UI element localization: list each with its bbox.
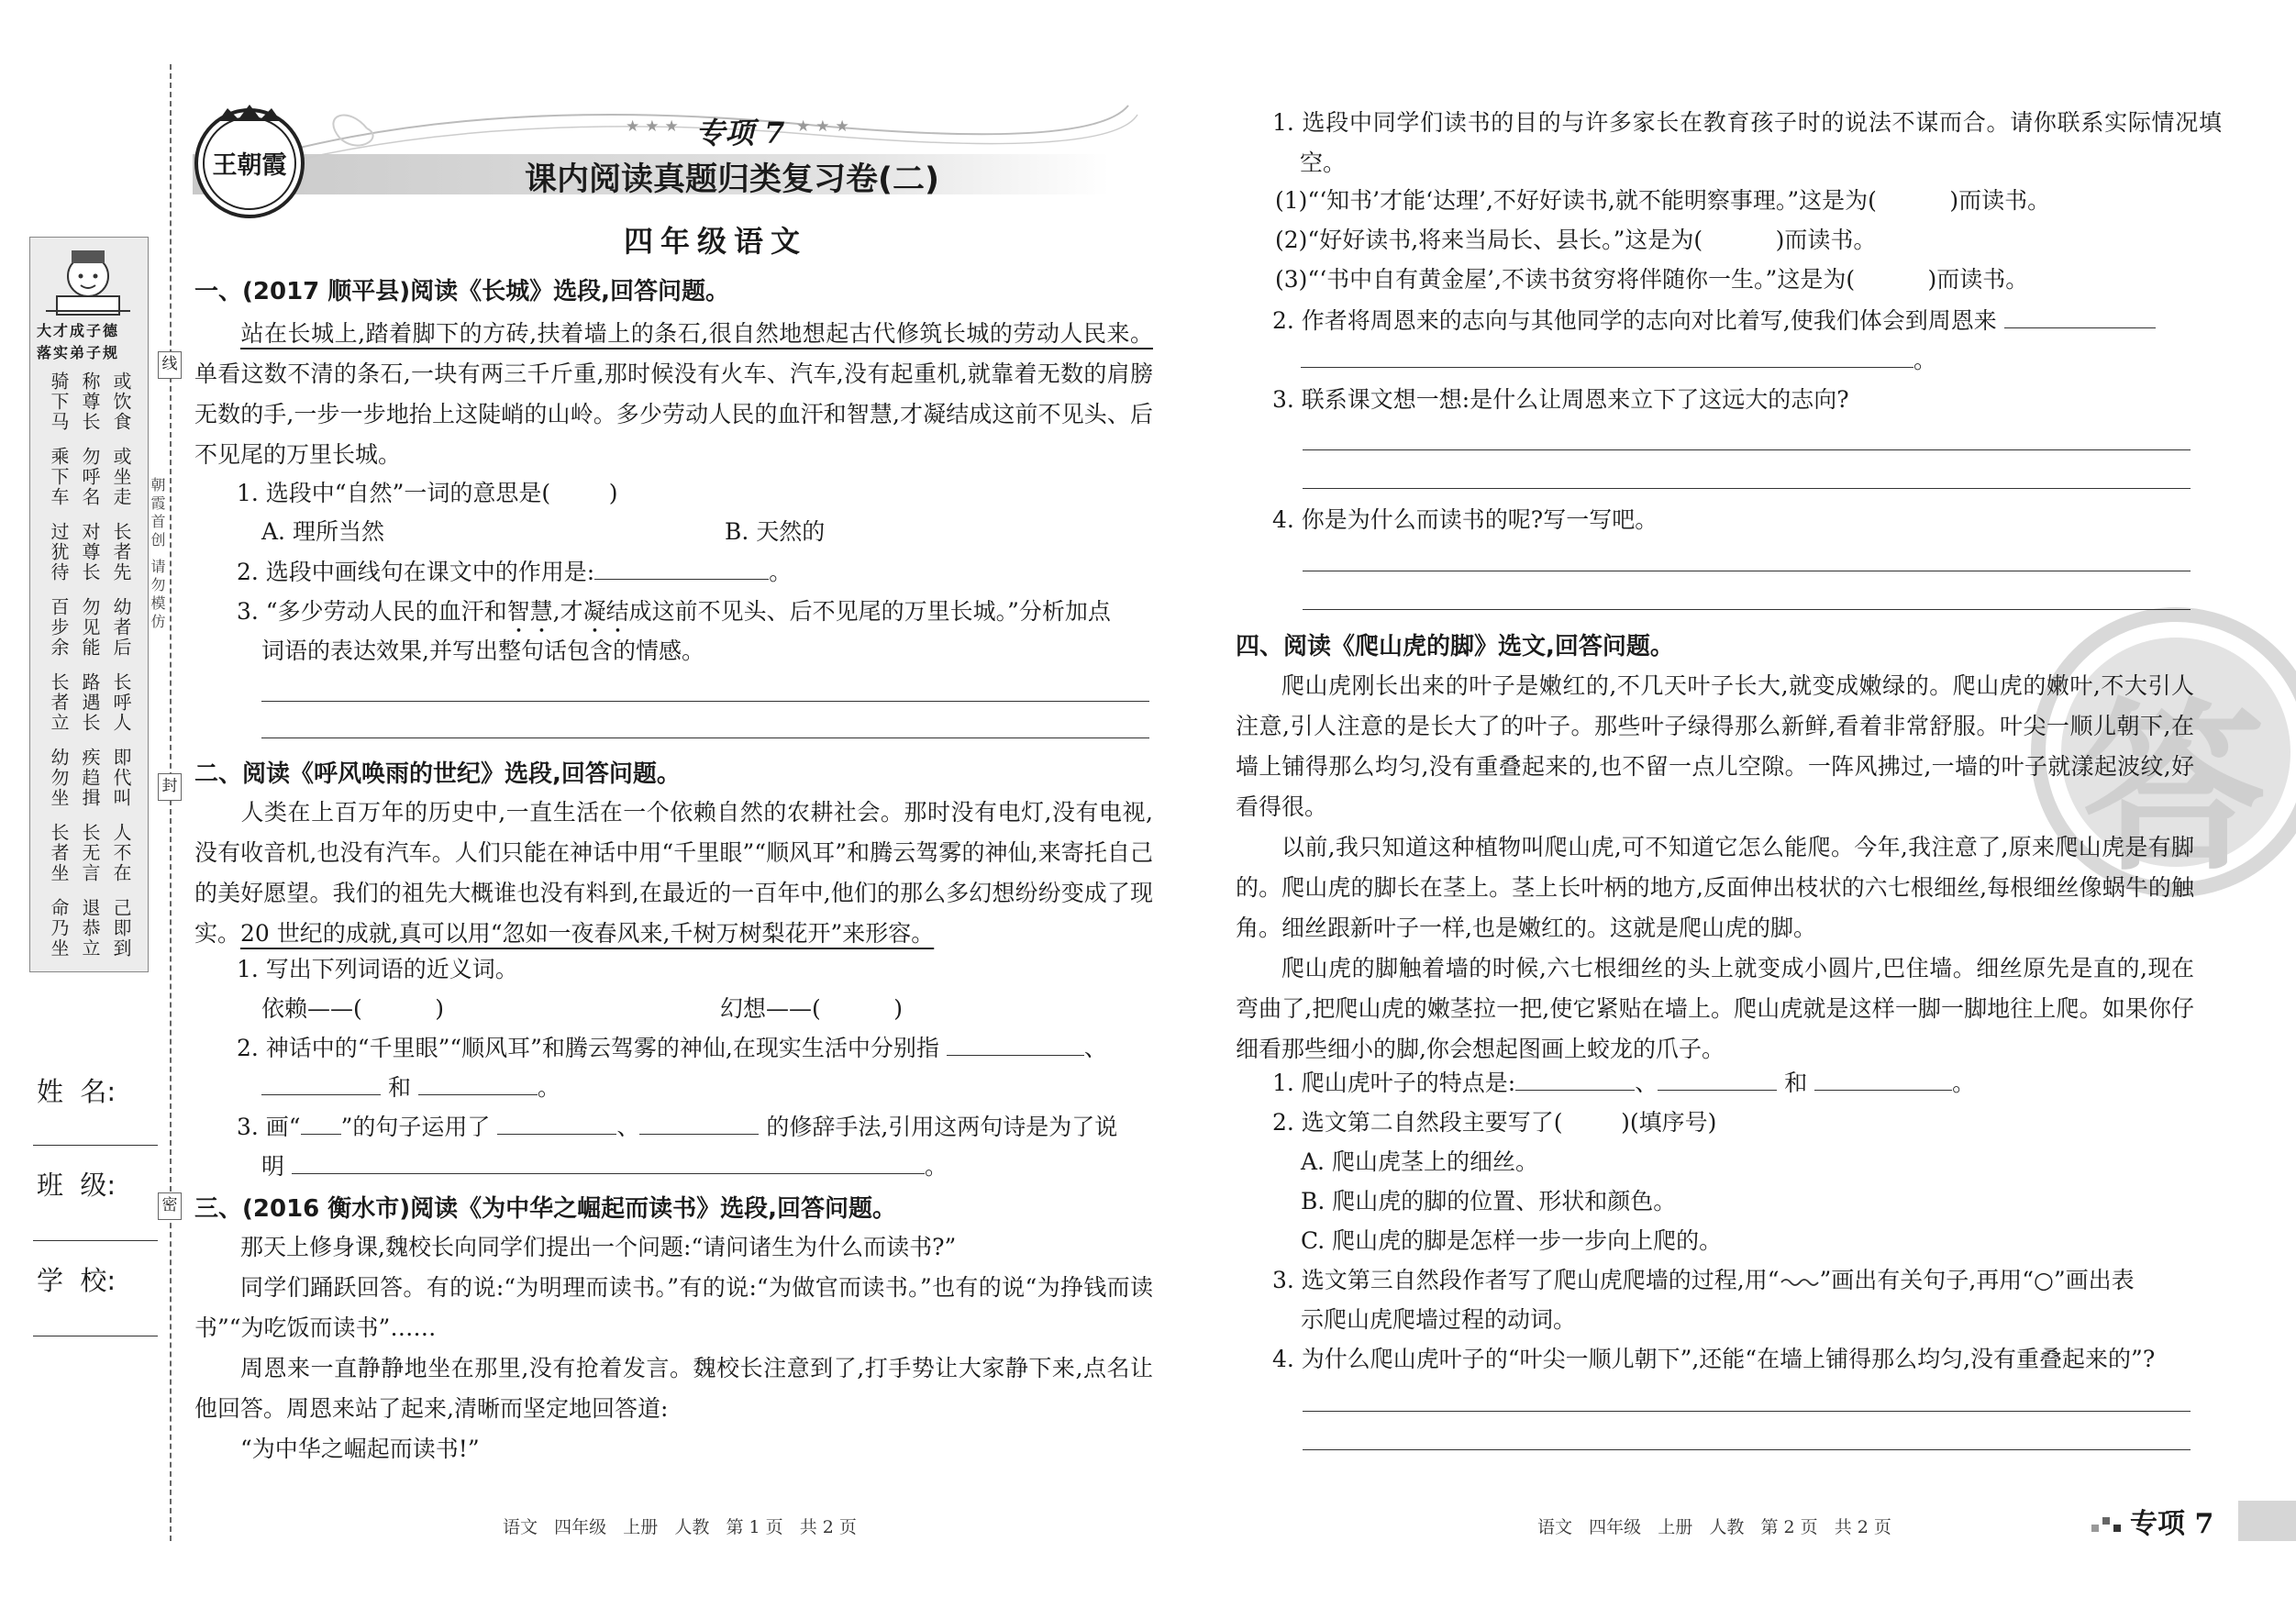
answer-line[interactable]: [1303, 1449, 2191, 1450]
series-stars-right: ★★★: [796, 117, 855, 136]
answer-blank[interactable]: [1515, 1066, 1635, 1091]
wavy-line-sample: [1780, 1261, 1820, 1280]
answer-blank[interactable]: [261, 1070, 381, 1095]
series-label: 专项 7: [695, 116, 785, 150]
motto-line-2: 落实弟子规: [37, 344, 120, 361]
q3-text-a: 3. 选文第三自然段作者写了爬山虎爬墙的过程,用“: [1272, 1267, 1780, 1293]
cut-mark-1: 线: [158, 351, 182, 379]
section-3-passage: [194, 1227, 1153, 1469]
answer-blank[interactable]: [292, 1149, 925, 1174]
question-2-2-cont: 和 。: [261, 1069, 560, 1107]
section-1-heading: 一、(2017 顺平县)阅读《长城》选段,回答问题。: [194, 278, 730, 305]
underlined-sentence-end: 来。: [1106, 320, 1153, 347]
section-4-heading: 四、阅读《爬山虎的脚》选文,回答问题。: [1236, 633, 1674, 660]
rule-item: 幼勿坐: [48, 748, 70, 808]
option-a: A. 爬山虎茎上的细丝。: [1301, 1148, 1538, 1175]
rule-item: 疾趋揖: [79, 748, 101, 808]
rule-item: 或饮食: [110, 372, 132, 432]
class-label: 班 级:: [37, 1170, 116, 1201]
answer-blank[interactable]: [1301, 343, 1913, 368]
name-field[interactable]: [33, 1145, 158, 1146]
answer-blank[interactable]: [2004, 304, 2156, 328]
question-2-1: 1. 写出下列词语的近义词。: [237, 956, 518, 982]
answer-blank[interactable]: [947, 1031, 1084, 1056]
answer-line[interactable]: [261, 701, 1149, 702]
rule-item: 命乃坐: [48, 898, 70, 959]
corner-badge: 专项 7: [2130, 1508, 2214, 1540]
option-c: C. 爬山虎的脚是怎样一步一步向上爬的。: [1301, 1227, 1723, 1254]
watermark-text: 答: [2082, 682, 2267, 896]
option-b: B. 爬山虎的脚的位置、形状和颜色。: [1301, 1188, 1677, 1214]
rule-item: 长呼人: [110, 672, 132, 733]
cut-mark-2: 封: [158, 773, 182, 801]
q3-text-c: 的修辞手法,引用这两句诗是为了说: [766, 1114, 1118, 1140]
question-3-1-2: (2)“好好读书,将来当局长、县长。”这是为( )而读书。: [1275, 227, 1877, 253]
page-title: 课内阅读真题归类复习卷(二): [525, 161, 939, 198]
question-3-2-cont: 。: [1301, 341, 1936, 380]
question-1-2-text: 2. 选段中画线句在课文中的作用是:: [237, 559, 595, 585]
q3-text-a: 3. “多少劳动人民的血汗和: [237, 598, 507, 625]
paragraph: 以前,我只知道这种植物叫爬山虎,可不知道它怎么能爬。今年,我注意了,原来爬山虎是有脚的。爬山虎的脚长在茎上。茎上长叶柄的地方,反面伸出枝状的六七根细丝,每根细丝像蜗牛的触角。细丝跟新叶子一样,也是嫩红的。这就是爬山虎的脚。: [1236, 834, 2194, 941]
rule-item: 过犹待: [48, 522, 70, 582]
answer-blank[interactable]: [1814, 1066, 1952, 1091]
question-3-3: 3. 联系课文想一想:是什么让周恩来立下了这远大的志向?: [1272, 386, 1849, 413]
rule-item: 勿呼名: [79, 447, 101, 507]
rule-item: 长者立: [48, 672, 70, 733]
footer-right: 语文 四年级 上册 人教 第 2 页 共 2 页: [1537, 1517, 1891, 1537]
rule-item: 对尊长: [79, 522, 101, 582]
question-3-1-3: (3)“‘书中自有黄金屋’,不读书贫穷将伴随你一生。”这是为( )而读书。: [1275, 266, 2029, 293]
rules-grid: [48, 372, 139, 959]
question-3-2-text: 2. 作者将周恩来的志向与其他同学的志向对比着写,使我们体会到周恩来: [1272, 307, 1997, 334]
answer-blank[interactable]: [594, 555, 769, 580]
question-2-3-cont: 明 。: [261, 1148, 948, 1186]
question-2-2: 2. 神话中的“千里眼”“顺风耳”和腾云驾雾的神仙,在现实生活中分别指 、: [237, 1029, 1107, 1068]
section-1-passage: [194, 314, 1153, 475]
question-2-3: 3. 画“ ”的句子运用了 、 的修辞手法,引用这两句诗是为了说: [237, 1108, 1117, 1147]
q3-text-c: 成这前不见头、后不见尾的万里长城。”分析加点: [628, 598, 1111, 625]
synonym-2: 幻想——( ): [720, 995, 903, 1022]
section-3-heading: 三、(2016 衡水市)阅读《为中华之崛起而读书》选段,回答问题。: [194, 1195, 897, 1223]
paragraph: 爬山虎刚长出来的叶子是嫩红的,不几天叶子长大,就变成嫩绿的。爬山虎的嫩叶,不大引人注意,引人注意的是长大了的叶子。那些叶子绿得那么新鲜,看着非常舒服。叶尖一顺儿朝下,在墙上铺得那么均匀,没有重叠起来的,也不留一点儿空隙。一阵风拂过,一墙的叶子就漾起波纹,好看得很。: [1236, 672, 2194, 820]
rule-item: 百步余: [48, 597, 70, 658]
q3-text-b: ”画出有关句子,再用“○”画出表: [1819, 1267, 2135, 1293]
answer-blank[interactable]: [1658, 1066, 1777, 1091]
margin-note: 朝霞首创 请勿模仿: [149, 477, 166, 633]
rule-item: 己即到: [110, 898, 132, 959]
rule-item: 退恭立: [79, 898, 101, 959]
question-4-4: 4. 为什么爬山虎叶子的“叶尖一顺儿朝下”,还能“在墙上铺得那么均匀,没有重叠起来的”?: [1272, 1346, 2156, 1372]
answer-blank[interactable]: [639, 1110, 759, 1135]
answer-blank[interactable]: [418, 1070, 538, 1095]
answer-line[interactable]: [1303, 488, 2191, 489]
footer-left: 语文 四年级 上册 人教 第 1 页 共 2 页: [503, 1517, 857, 1537]
school-label: 学 校:: [37, 1265, 116, 1296]
question-4-3: [1272, 1261, 2135, 1300]
question-4-2: 2. 选文第二自然段主要写了( )(填序号): [1272, 1109, 1717, 1136]
dotted-word-1: 智慧: [506, 598, 553, 625]
rule-item: 幼者后: [110, 597, 132, 658]
section-2-passage: [194, 793, 1153, 954]
section-4-passage: [1236, 666, 2194, 1070]
rule-item: 勿见能: [79, 597, 101, 658]
page-subtitle: 四年级语文: [624, 224, 808, 259]
passage-text: 单看这数不清的条石,一块有两三千斤重,那时候没有火车、汽车,没有起重机,就靠着无数的肩膀无数的手,一步一步地抬上这陡峭的山岭。多少劳动人民的血汗和智慧,才凝结成这前不见头、后不见尾的万里长城。: [194, 360, 1153, 468]
paragraph: 那天上修身课,魏校长向同学们提出一个问题:“请问诸生为什么而读书?”: [240, 1234, 957, 1260]
answer-line[interactable]: [1303, 449, 2191, 450]
question-3-4: 4. 你是为什么而读书的呢?写一写吧。: [1272, 506, 1658, 533]
rule-item: 人不在: [110, 823, 132, 883]
binding-line: [170, 64, 172, 1541]
question-1-2: [237, 553, 792, 592]
corner-badge-bar: [2238, 1501, 2296, 1541]
rule-item: 乘下车: [48, 447, 70, 507]
rule-item: 或坐走: [110, 447, 132, 507]
underlined-sentence: 站在长城上,踏着脚下的方砖,扶着墙上的条石,很自然地想起古代修筑长城的劳动人民: [240, 320, 1107, 347]
name-label: 姓 名:: [37, 1076, 116, 1107]
brand-logo-text: 王朝霞: [212, 151, 287, 180]
passage-text: 人类在上百万年的历史中,一直生活在一个依赖自然的农耕社会。那时没有电灯,没有电视,没有收音机,也没有汽车。人们只能在神话中用“千里眼”“顺风耳”和腾云驾雾的神仙,来寄托自己的美好愿望。我们的祖先大概谁也没有料到,在最近的一百年中,他们的那么多幻想纷纷变成了现实。: [194, 799, 1153, 947]
rule-item: 路遇长: [79, 672, 101, 733]
section-2-heading: 二、阅读《呼风唤雨的世纪》选段,回答问题。: [194, 760, 681, 788]
question-2-2-text: 2. 神话中的“千里眼”“顺风耳”和腾云驾雾的神仙,在现实生活中分别指: [237, 1035, 939, 1061]
badge-decoration: [2091, 1512, 2126, 1534]
paragraph: 爬山虎的脚触着墙的时候,六七根细丝的头上就变成小圆片,巴住墙。细丝原先是直的,现在弯曲了,把爬山虎的嫩茎拉一把,使它紧贴在墙上。爬山虎就是这样一脚一脚地往上爬。如果你仔细看那些细小的脚,你会想起图画上蛟龙的爪子。: [1236, 955, 2194, 1062]
question-1-3-cont: 词语的表达效果,并写出整句话包含的情感。: [261, 638, 704, 664]
separator: 、: [1635, 1070, 1658, 1096]
rule-item: 长者先: [110, 522, 132, 582]
dotted-word-2: 凝结: [582, 598, 629, 625]
and-text: 和: [1784, 1070, 1808, 1096]
question-3-1: 1. 选段中同学们读书的目的与许多家长在教育孩子时的说法不谋而合。请你联系实际情况填空。: [1272, 109, 2222, 176]
motto-line-1: 大才成子德: [37, 322, 120, 339]
rule-item: 即代叫: [110, 748, 132, 808]
answer-line[interactable]: [1303, 1411, 2191, 1412]
question-4-1-text: 1. 爬山虎叶子的特点是:: [1272, 1070, 1516, 1096]
period: 。: [769, 559, 793, 585]
cut-mark-3: 密: [158, 1192, 182, 1220]
question-4-3-cont: 示爬山虎爬墙过程的动词。: [1301, 1306, 1577, 1333]
series-stars-left: ★★★: [626, 117, 684, 136]
class-field[interactable]: [33, 1240, 158, 1241]
paragraph: “为中华之崛起而读书!”: [240, 1436, 480, 1462]
question-3-2: [1272, 302, 2156, 340]
underlined-sentence: 20 世纪的成就,真可以用“忽如一夜春风来,千树万树梨花开”来形容。: [240, 920, 935, 947]
paragraph: 周恩来一直静静地坐在那里,没有抢着发言。魏校长注意到了,打手势让大家静下来,点名让他回答。周恩来站了起来,清晰而坚定地回答道:: [194, 1355, 1154, 1422]
answer-blank[interactable]: [497, 1110, 616, 1135]
rule-item: 称尊长: [79, 372, 101, 432]
option-b: B. 天然的: [725, 518, 826, 545]
q3-text-a: 3. 画“: [237, 1114, 301, 1140]
rule-item: 长无言: [79, 823, 101, 883]
q3-text-b: ,才: [552, 598, 583, 625]
q3-text-b: ”的句子运用了: [340, 1114, 491, 1140]
paragraph: 同学们踊跃回答。有的说:“为明理而读书。”有的说:“为做官而读书。”也有的说“为挣钱而读书”“为吃饭而读书”……: [194, 1274, 1153, 1341]
question-1-1: 1. 选段中“自然”一词的意思是( ): [237, 480, 618, 506]
boy-illustration: [40, 243, 136, 320]
question-4-1: 1. 爬山虎叶子的特点是: 、 和 。: [1272, 1064, 1975, 1103]
rule-item: 长者坐: [48, 823, 70, 883]
answer-line[interactable]: [1303, 609, 2191, 610]
synonym-1: 依赖——( ): [261, 995, 444, 1022]
question-3-1-1: (1)“‘知书’才能‘达理’,不好好读书,就不能明察事理。”这是为( )而读书。: [1275, 187, 2051, 214]
and-text: 和: [387, 1074, 411, 1101]
underline-sample: [301, 1110, 341, 1135]
q3-text-d: 明: [261, 1153, 285, 1180]
rule-item: 骑下马: [48, 372, 70, 432]
option-a: A. 理所当然: [261, 518, 384, 545]
